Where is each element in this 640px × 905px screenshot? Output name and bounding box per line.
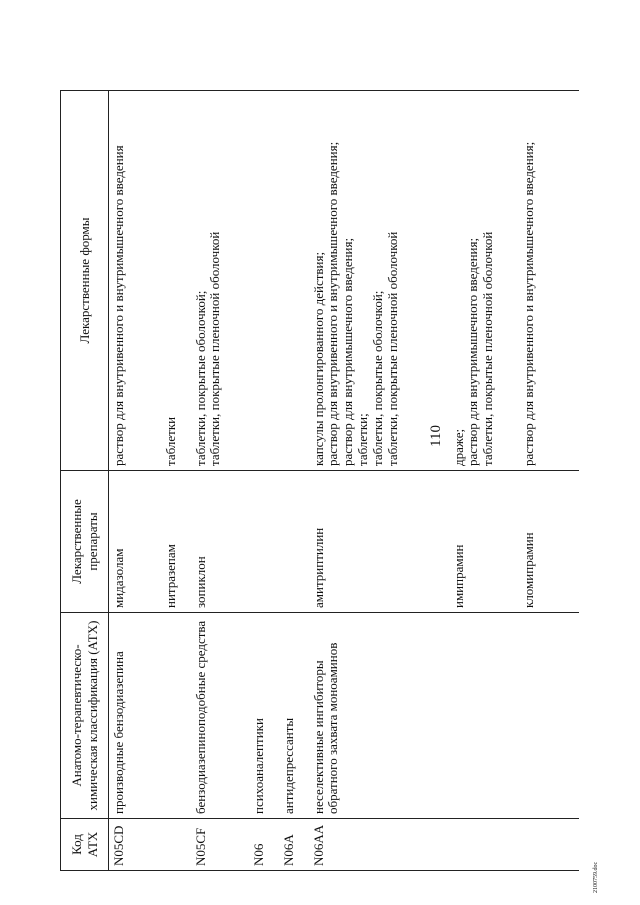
atc-code-cell — [519, 819, 579, 871]
dosage-form-item: раствор для внутримышечного введения; — [465, 237, 481, 466]
classification-cell: неселективные ингибиторы обратного захвата моноаминов — [309, 613, 449, 819]
classification-cell: бензодиазепиноподобные средства — [191, 613, 249, 819]
page-number: 110 — [428, 425, 444, 447]
dosage-form-item: таблетки, покрытые пленочной оболочкой — [207, 231, 223, 466]
dosage-form-item: таблетки, покрытые оболочкой; — [370, 290, 386, 466]
dosage-forms-cell — [249, 91, 279, 471]
classification-cell — [519, 613, 579, 819]
dosage-form-item: таблетки — [162, 416, 178, 466]
dosage-form-item: таблетки, покрытые пленочной оболочкой — [385, 231, 401, 466]
header-forms: Лекарственные формы — [61, 91, 109, 471]
header-classification: Анатомо-терапевтическо-химическая классификация (АТХ) — [61, 613, 109, 819]
table-body — [109, 91, 579, 871]
table-header-row — [61, 91, 109, 871]
atc-code-cell: N06A — [279, 819, 309, 871]
dosage-forms-cell — [109, 91, 161, 471]
dosage-form-item: раствор для внутривенного и внутримышечного введения; — [325, 141, 341, 466]
classification-cell: производные бензодиазепина — [109, 613, 161, 819]
dosage-form-item: таблетки; — [355, 413, 371, 466]
atc-code-cell: N06AA — [309, 819, 449, 871]
header-drug: Лекарственные препараты — [61, 471, 109, 613]
atc-code-cell: N06 — [249, 819, 279, 871]
footer-file-code: 2100759.doc — [593, 861, 599, 893]
dosage-form-item: раствор для внутривенного и внутримышечного введения; — [520, 141, 536, 466]
drug-name-cell — [279, 471, 309, 613]
classification-cell: психоаналептики — [249, 613, 279, 819]
table-row — [519, 91, 579, 871]
atc-code-cell — [161, 819, 191, 871]
atc-code-cell: N05CF — [191, 819, 249, 871]
dosage-forms-cell — [309, 91, 449, 471]
atc-code-cell — [449, 819, 519, 871]
drug-name-cell — [249, 471, 279, 613]
drug-name-cell: нитразепам — [161, 471, 191, 613]
drug-name-cell: кломипрамин — [519, 471, 579, 613]
drug-name-cell: мидазолам — [109, 471, 161, 613]
drug-name-cell: амитриптилин — [309, 471, 449, 613]
table-row — [309, 91, 449, 871]
drug-table — [60, 90, 579, 871]
dosage-form-item: таблетки, покрытые оболочкой; — [192, 290, 208, 466]
drug-table-container — [60, 91, 600, 871]
table-row — [191, 91, 249, 871]
table-row — [449, 91, 519, 871]
drug-name-cell: имипрамин — [449, 471, 519, 613]
table-row — [161, 91, 191, 871]
table-row — [109, 91, 161, 871]
dosage-forms-cell — [279, 91, 309, 471]
classification-cell: антидепрессанты — [279, 613, 309, 819]
table-row — [249, 91, 279, 871]
dosage-form-item: раствор для внутривенного и внутримышечного введения — [111, 145, 126, 466]
dosage-forms-cell — [191, 91, 249, 471]
dosage-forms-cell — [519, 91, 579, 471]
table-row — [279, 91, 309, 871]
header-code: Код АТХ — [61, 819, 109, 871]
dosage-form-item: капсулы пролонгированного действия; — [310, 251, 326, 466]
dosage-forms-cell — [161, 91, 191, 471]
dosage-form-item: драже; — [450, 428, 466, 466]
classification-cell — [449, 613, 519, 819]
dosage-forms-cell — [449, 91, 519, 471]
drug-name-cell: зопиклон — [191, 471, 249, 613]
classification-cell — [161, 613, 191, 819]
dosage-form-item: раствор для внутримышечного введения; — [340, 237, 356, 466]
atc-code-cell: N05CD — [109, 819, 161, 871]
dosage-form-item: таблетки, покрытые пленочной оболочкой — [480, 231, 496, 466]
